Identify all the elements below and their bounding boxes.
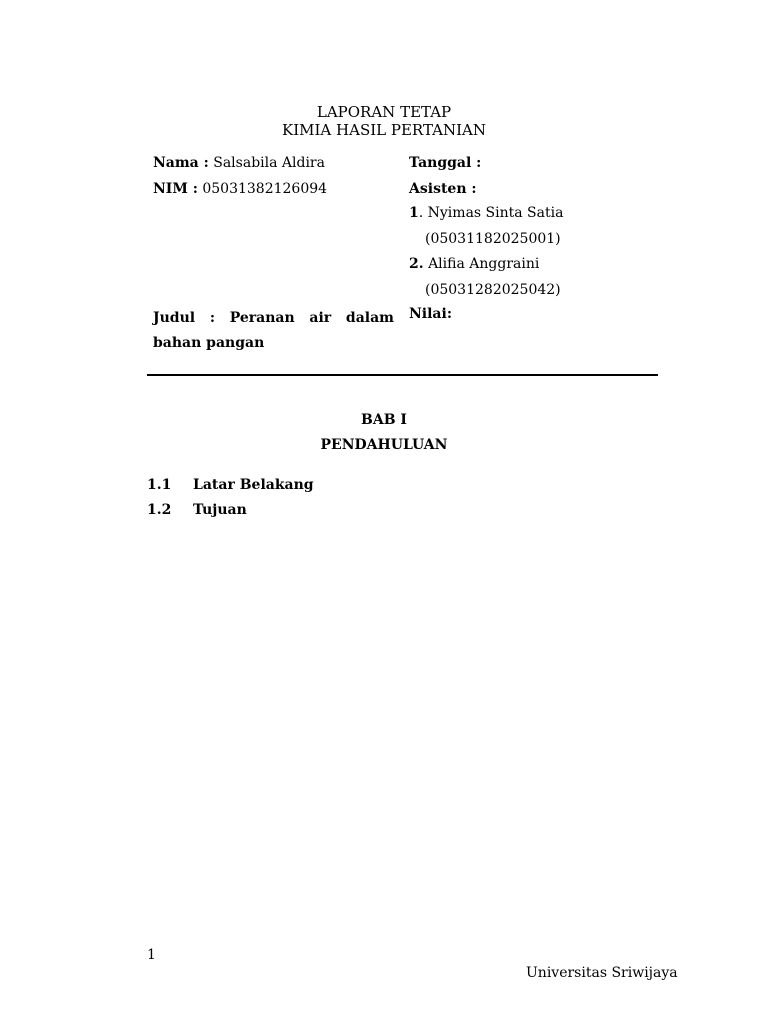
asisten-id: (05031282025042)	[425, 282, 561, 298]
asisten-id: (05031182025001)	[425, 231, 561, 247]
chapter-title: PENDAHULUAN	[320, 437, 448, 453]
asisten-item	[409, 205, 563, 221]
report-subtitle: KIMIA HASIL PERTANIAN	[282, 121, 486, 139]
nim-value: 05031382126094	[197, 181, 328, 197]
nilai-label: Nilai:	[409, 306, 452, 322]
chapter-number: BAB I	[361, 412, 407, 428]
nim-label: NIM :	[153, 181, 198, 197]
nama-value: Salsabila Aldira	[208, 155, 325, 171]
report-title: LAPORAN TETAP	[316, 103, 452, 121]
section-title: Latar Belakang	[193, 477, 314, 493]
nama-label: Nama :	[153, 155, 209, 171]
asisten-name: Alifia Anggraini	[423, 256, 540, 272]
judul-text: Judul : Peranan air dalam bahan pangan	[153, 310, 394, 351]
asisten-number: 2.	[409, 256, 424, 272]
divider-line	[147, 374, 658, 376]
tanggal-label: Tanggal :	[409, 155, 482, 171]
footer-institution: Universitas Sriwijaya	[526, 965, 678, 981]
nama-row	[153, 155, 325, 171]
section-number: 1.2	[147, 502, 172, 518]
section-number: 1.1	[147, 477, 172, 493]
page-number: 1	[147, 947, 156, 963]
section-title: Tujuan	[193, 502, 247, 518]
asisten-name: . Nyimas Sinta Satia	[418, 205, 564, 221]
asisten-label: Asisten :	[409, 181, 477, 197]
nim-row	[153, 181, 327, 197]
asisten-item	[409, 256, 539, 272]
asisten-number: 1	[409, 205, 419, 221]
